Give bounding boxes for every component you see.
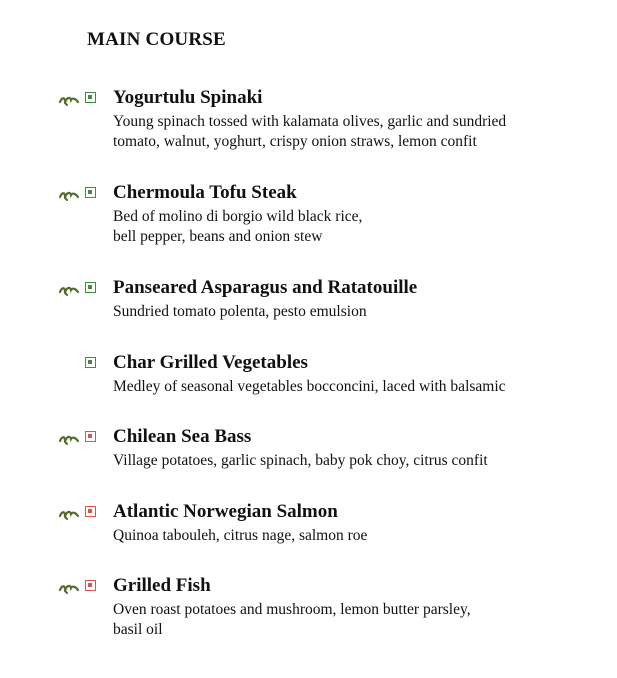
dietary-icons (58, 281, 102, 297)
veg-icon (85, 357, 96, 368)
non-veg-icon (85, 506, 96, 517)
dietary-icons (58, 579, 102, 595)
item-name: Panseared Asparagus and Ratatouille (113, 277, 418, 298)
dietary-icons (58, 430, 102, 446)
item-description: Bed of molino di borgio wild black rice, bell pepper, beans and onion stew (113, 208, 363, 245)
item-name: Grilled Fish (113, 575, 211, 596)
dietary-icons (58, 356, 102, 372)
dietary-icons (58, 186, 102, 202)
leaf-icon (58, 186, 80, 202)
non-veg-icon (85, 431, 96, 442)
item-name: Yogurtulu Spinaki (113, 87, 263, 108)
item-description: Sundried tomato polenta, pesto emulsion (113, 303, 367, 320)
section-title: MAIN COURSE (87, 29, 226, 50)
dietary-icons (58, 91, 102, 107)
dietary-icons (58, 505, 102, 521)
non-veg-icon (85, 580, 96, 591)
veg-icon (85, 282, 96, 293)
veg-icon (85, 187, 96, 198)
leaf-icon (58, 505, 80, 521)
item-description: Young spinach tossed with kalamata olives, garlic and sundried tomato, walnut, yoghurt, crispy onion straws, lemon confit (113, 113, 507, 150)
item-name: Chilean Sea Bass (113, 426, 252, 447)
item-description: Village potatoes, garlic spinach, baby pok choy, citrus confit (113, 452, 488, 469)
leaf-icon (58, 579, 80, 595)
item-name: Chermoula Tofu Steak (113, 182, 297, 203)
leaf-icon (58, 91, 80, 107)
item-name: Atlantic Norwegian Salmon (113, 501, 338, 522)
item-name: Char Grilled Vegetables (113, 352, 308, 373)
item-description: Medley of seasonal vegetables bocconcini, laced with balsamic (113, 378, 506, 395)
leaf-icon (58, 281, 80, 297)
item-description: Oven roast potatoes and mushroom, lemon butter parsley, basil oil (113, 601, 471, 638)
leaf-icon (58, 430, 80, 446)
item-description: Quinoa tabouleh, citrus nage, salmon roe (113, 527, 368, 544)
veg-icon (85, 92, 96, 103)
